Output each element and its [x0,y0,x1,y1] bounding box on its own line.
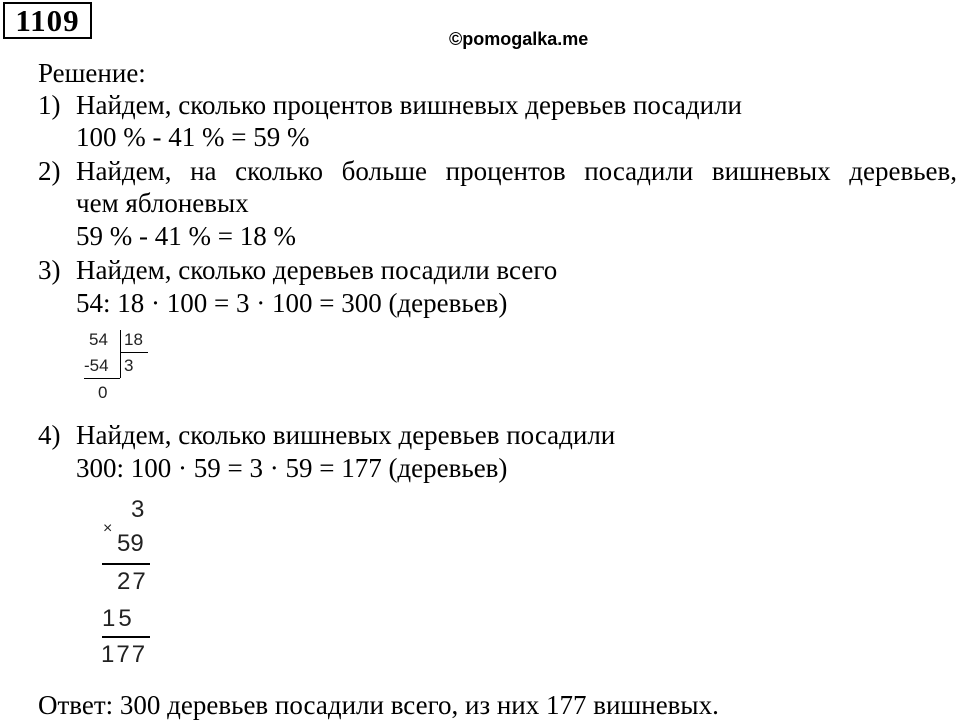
step-4-formula: 300: 100 · 59 = 3 · 59 = 177 (деревьев) [76,453,508,483]
division-subtrahend: -54 [84,356,109,375]
step-4-number: 4) [38,420,61,450]
step-3-text: Найдем, сколько деревьев посадили всего [76,255,558,285]
multiplication-second: 59 [117,530,144,557]
step-1-number: 1) [38,90,61,120]
multiplication-result: 177 [101,641,148,668]
multiplication-line-2 [102,636,150,638]
division-divisor: 18 [124,330,143,349]
step-2-formula: 59 % - 41 % = 18 % [76,221,296,251]
division-remainder: 0 [98,383,108,402]
step-2-text-cont: чем яблоневых [76,188,249,218]
problem-number: 1109 [3,2,92,39]
answer: Ответ: 300 деревьев посадили всего, из них 177 вишневых. [38,690,719,720]
step-3-formula: 54: 18 · 100 = 3 · 100 = 300 (деревьев) [76,288,508,318]
division-dividend: 54 [89,330,108,349]
watermark: ©pomogalka.me [449,29,589,49]
multiplication-partial-2: 15 [102,605,135,632]
step-3-number: 3) [38,255,61,285]
step-1-formula: 100 % - 41 % = 59 % [76,122,310,152]
step-1-text: Найдем, сколько процентов вишневых деревьев посадили [76,90,743,120]
division-quotient: 3 [124,356,134,375]
division-underline [84,378,120,379]
division-vertical-line [120,330,121,378]
multiplication-line-1 [102,563,150,565]
division-divisor-underline [120,352,148,353]
multiplication-sign: × [103,520,113,537]
multiplication-partial-1: 27 [117,568,148,595]
step-4-text: Найдем, сколько вишневых деревьев посадили [76,420,616,450]
solution-title: Решение: [38,58,146,88]
multiplication-top: 3 [131,496,145,523]
step-2-text: Найдем, на сколько больше процентов посадили вишневых деревьев, [76,156,957,186]
step-2-number: 2) [38,156,61,186]
